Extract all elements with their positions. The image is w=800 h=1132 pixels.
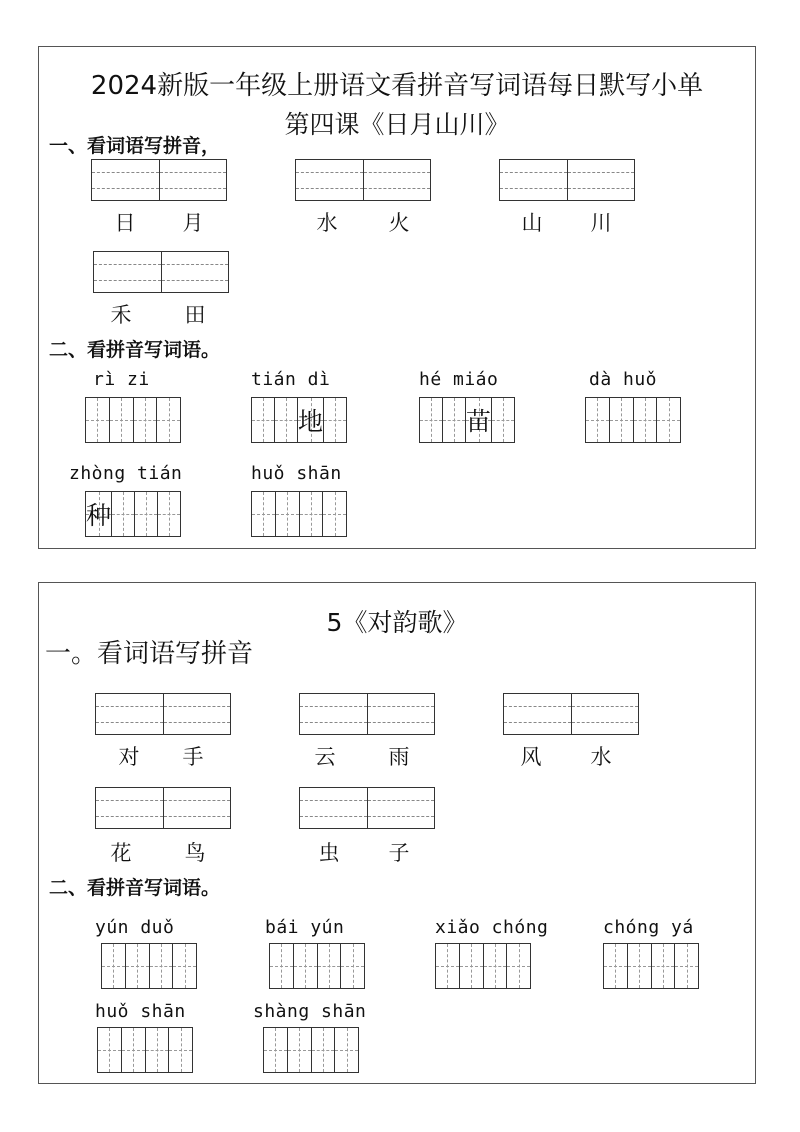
word-character: 田 (184, 303, 206, 327)
character-cell[interactable] (651, 944, 675, 988)
character-cell[interactable] (145, 1028, 169, 1072)
character-writing-grid[interactable] (97, 1027, 193, 1073)
word-character: 水 (316, 211, 338, 235)
pinyin-cell[interactable] (94, 252, 161, 292)
pinyin-cell[interactable] (363, 160, 431, 200)
word-character: 日 (114, 211, 136, 235)
section-2-heading: 二、看拼音写词语。 (49, 877, 221, 899)
character-cell[interactable] (109, 398, 133, 442)
pinyin-writing-box[interactable] (95, 693, 231, 735)
character-cell[interactable] (293, 944, 317, 988)
pinyin-cell[interactable] (96, 788, 163, 828)
section-2-heading: 二、看拼音写词语。 (49, 339, 221, 361)
character-cell[interactable] (98, 1028, 121, 1072)
pinyin-prompt: huǒ shān (251, 463, 342, 484)
worksheet-title: 2024新版一年级上册语文看拼音写词语每日默写小单 (90, 71, 704, 101)
pinyin-prompt: rì zi (93, 369, 150, 390)
word-character: 山 (521, 211, 543, 235)
character-cell[interactable] (442, 398, 465, 442)
character-cell[interactable] (586, 398, 609, 442)
character-cell[interactable] (633, 398, 657, 442)
character-cell[interactable] (340, 944, 364, 988)
pinyin-prompt: tián dì (251, 369, 331, 390)
pinyin-cell[interactable] (367, 694, 435, 734)
character-cell[interactable] (111, 492, 134, 536)
pinyin-prompt: shàng shān (253, 1001, 367, 1022)
pinyin-writing-box[interactable] (295, 159, 431, 201)
character-cell[interactable] (252, 492, 275, 536)
character-writing-grid[interactable] (85, 397, 181, 443)
character-cell[interactable] (149, 944, 173, 988)
character-cell[interactable] (121, 1028, 145, 1072)
character-writing-grid[interactable] (269, 943, 365, 989)
character-cell[interactable] (609, 398, 633, 442)
word-character: 雨 (388, 745, 410, 769)
character-cell[interactable] (604, 944, 627, 988)
character-cell[interactable] (299, 492, 323, 536)
pinyin-cell[interactable] (567, 160, 635, 200)
character-writing-grid[interactable] (263, 1027, 359, 1073)
character-cell[interactable] (156, 398, 180, 442)
pinyin-writing-box[interactable] (93, 251, 229, 293)
worksheet-lesson-5 (38, 582, 756, 1084)
character-writing-grid[interactable] (101, 943, 197, 989)
pinyin-prompt: yún duǒ (95, 917, 175, 938)
lesson-title: 5《对韵歌》 (326, 608, 468, 637)
pinyin-cell[interactable] (159, 160, 227, 200)
character-writing-grid[interactable] (603, 943, 699, 989)
pinyin-cell[interactable] (500, 160, 567, 200)
word-character: 火 (388, 211, 410, 235)
character-cell[interactable] (459, 944, 483, 988)
character-cell[interactable] (133, 398, 157, 442)
pinyin-writing-box[interactable] (503, 693, 639, 735)
prefilled-character: 种 (86, 501, 112, 530)
pinyin-cell[interactable] (571, 694, 639, 734)
pinyin-writing-box[interactable] (91, 159, 227, 201)
character-writing-grid[interactable] (85, 491, 181, 537)
pinyin-cell[interactable] (367, 788, 435, 828)
pinyin-writing-box[interactable] (299, 787, 435, 829)
character-cell[interactable] (506, 944, 530, 988)
character-cell[interactable] (674, 944, 698, 988)
pinyin-prompt: huǒ shān (95, 1001, 186, 1022)
character-cell[interactable] (86, 398, 109, 442)
word-character: 子 (388, 841, 410, 865)
character-cell[interactable] (491, 398, 514, 442)
pinyin-prompt: xiǎo chóng (435, 917, 549, 938)
character-cell[interactable] (311, 1028, 335, 1072)
character-cell[interactable] (465, 398, 491, 442)
word-character: 手 (182, 745, 204, 769)
character-cell[interactable] (275, 492, 299, 536)
character-cell[interactable] (252, 398, 274, 442)
pinyin-cell[interactable] (92, 160, 159, 200)
pinyin-prompt: zhòng tián (69, 463, 183, 484)
lesson-title: 第四课《日月山川》 (284, 110, 510, 139)
pinyin-cell[interactable] (163, 694, 231, 734)
word-character: 鸟 (184, 841, 206, 865)
character-cell[interactable] (323, 398, 346, 442)
character-writing-grid[interactable] (585, 397, 681, 443)
character-cell[interactable] (287, 1028, 311, 1072)
pinyin-prompt: chóng yá (603, 917, 694, 938)
pinyin-cell[interactable] (163, 788, 231, 828)
character-cell[interactable] (317, 944, 341, 988)
character-cell[interactable] (86, 492, 111, 536)
character-cell[interactable] (420, 398, 442, 442)
pinyin-writing-box[interactable] (299, 693, 435, 735)
character-cell[interactable] (264, 1028, 287, 1072)
worksheet-lesson-4 (38, 46, 756, 549)
pinyin-writing-box[interactable] (95, 787, 231, 829)
pinyin-cell[interactable] (504, 694, 571, 734)
character-writing-grid[interactable] (435, 943, 531, 989)
pinyin-cell[interactable] (161, 252, 229, 292)
word-character: 水 (590, 745, 612, 769)
word-character: 虫 (318, 841, 340, 865)
word-character: 禾 (110, 303, 132, 327)
character-cell[interactable] (157, 492, 180, 536)
character-cell[interactable] (270, 944, 293, 988)
section-1-heading: 一。看词语写拼音 (45, 639, 254, 669)
character-cell[interactable] (483, 944, 507, 988)
word-character: 月 (182, 211, 204, 235)
pinyin-writing-box[interactable] (499, 159, 635, 201)
pinyin-cell[interactable] (300, 694, 367, 734)
character-cell[interactable] (436, 944, 459, 988)
pinyin-cell[interactable] (300, 788, 367, 828)
character-cell[interactable] (172, 944, 196, 988)
section-1-heading: 一、看词语写拼音， (49, 135, 221, 157)
character-cell[interactable] (168, 1028, 192, 1072)
character-writing-grid[interactable] (419, 397, 515, 443)
character-cell[interactable] (274, 398, 297, 442)
character-cell[interactable] (134, 492, 157, 536)
prefilled-character: 苗 (466, 407, 492, 436)
character-writing-grid[interactable] (251, 397, 347, 443)
character-cell[interactable] (656, 398, 680, 442)
pinyin-prompt: dà huǒ (589, 369, 658, 390)
character-writing-grid[interactable] (251, 491, 347, 537)
character-cell[interactable] (102, 944, 125, 988)
pinyin-cell[interactable] (296, 160, 363, 200)
character-cell[interactable] (297, 398, 323, 442)
character-cell[interactable] (627, 944, 651, 988)
word-character: 云 (314, 745, 336, 769)
pinyin-prompt: bái yún (265, 917, 345, 938)
word-character: 风 (520, 745, 542, 769)
pinyin-prompt: hé miáo (419, 369, 499, 390)
character-cell[interactable] (334, 1028, 358, 1072)
word-character: 对 (118, 745, 140, 769)
word-character: 花 (110, 841, 132, 865)
character-cell[interactable] (322, 492, 346, 536)
pinyin-cell[interactable] (96, 694, 163, 734)
prefilled-character: 地 (298, 407, 324, 436)
character-cell[interactable] (125, 944, 149, 988)
word-character: 川 (590, 211, 612, 235)
